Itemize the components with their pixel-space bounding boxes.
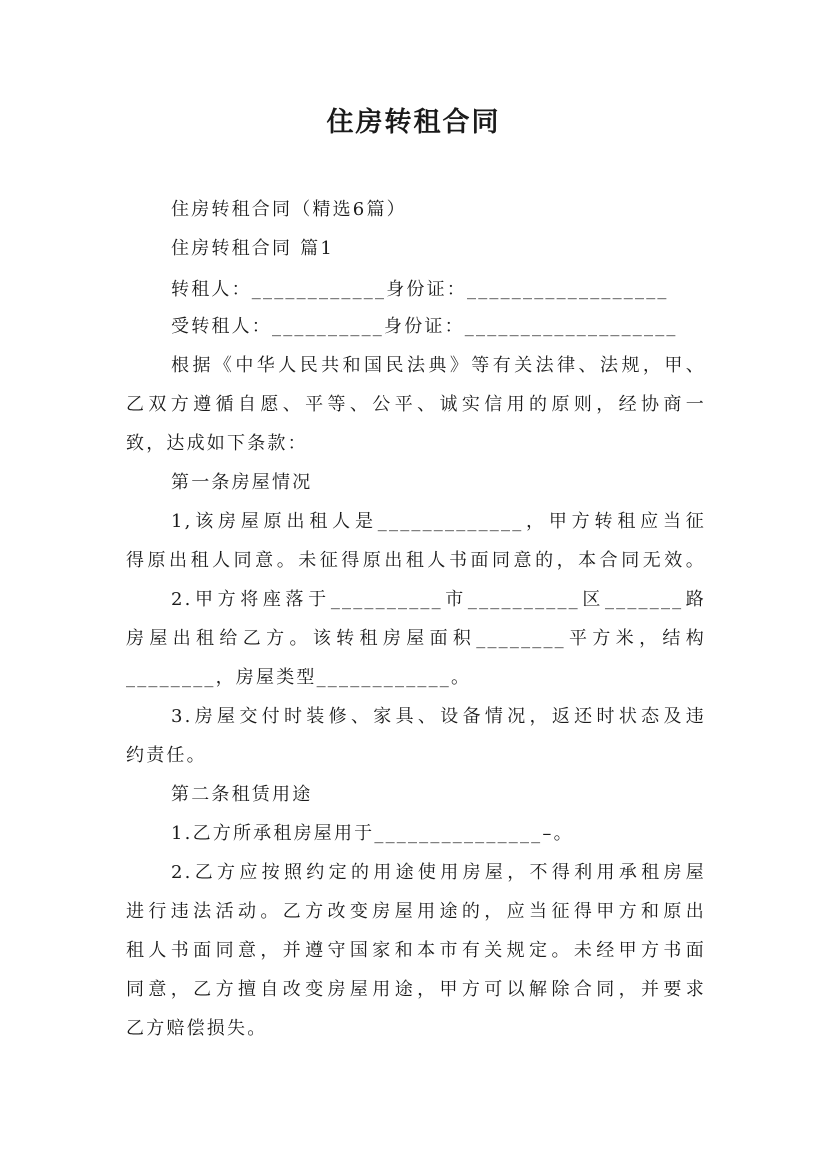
paragraph-line: 3.房屋交付时装修、家具、设备情况，返还时状态及违: [171, 706, 706, 727]
paragraph-line: 2.甲方将座落于__________市__________区_______路: [171, 589, 706, 610]
paragraph-line: 1,该房屋原出租人是_____________，甲方转租应当征: [171, 511, 706, 532]
paragraph-line: 同意，乙方擅自改变房屋用途，甲方可以解除合同，并要求: [126, 979, 706, 1000]
clause-heading: 第二条租赁用途: [171, 784, 313, 805]
paragraph-line: ________，房屋类型____________。: [126, 667, 472, 688]
paragraph-line: 1.乙方所承租房屋用于_______________–。: [171, 823, 574, 844]
paragraph-line: 2.乙方应按照约定的用途使用房屋，不得利用承租房屋: [171, 862, 706, 883]
paragraph-line: 房屋出租给乙方。该转租房屋面积________平方米，结构: [126, 628, 706, 649]
paragraph-line: 致，达成如下条款：: [126, 433, 308, 454]
paragraph-line: 得原出租人同意。未征得原出租人书面同意的，本合同无效。: [126, 550, 706, 571]
paragraph-line: 进行违法活动。乙方改变房屋用途的，应当征得甲方和原出: [126, 901, 706, 922]
paragraph-line: 乙双方遵循自愿、平等、公平、诚实信用的原则，经协商一: [126, 394, 706, 415]
subtitle-line: 住房转租合同（精选6篇）: [171, 199, 407, 220]
paragraph-line: 租人书面同意，并遵守国家和本市有关规定。未经甲方书面: [126, 940, 706, 961]
sublessee-field-line: 受转租人：__________身份证：___________________: [171, 316, 678, 337]
paragraph-line: 根据《中华人民共和国民法典》等有关法律、法规，甲、: [171, 355, 706, 376]
document-title: 住房转租合同: [326, 107, 501, 138]
sublessor-field-line: 转租人：____________身份证：__________________: [171, 279, 669, 300]
paragraph-line: 约责任。: [126, 745, 207, 766]
paragraph-line: 乙方赔偿损失。: [126, 1018, 268, 1039]
clause-heading: 第一条房屋情况: [171, 472, 313, 493]
section-heading: 住房转租合同 篇1: [171, 238, 334, 259]
